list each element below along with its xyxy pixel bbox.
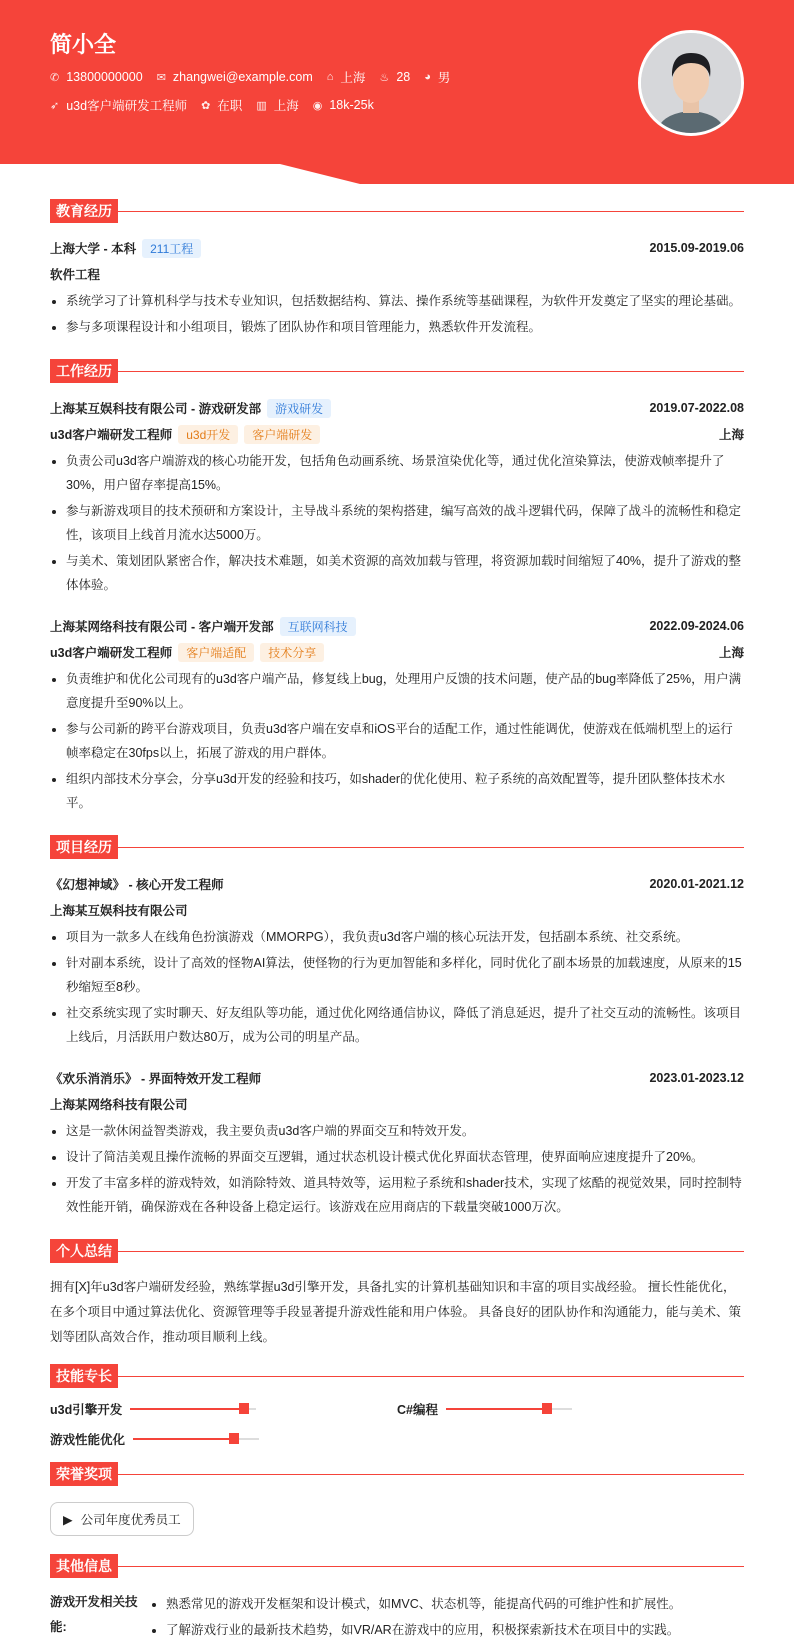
school-tag: 211工程 [142, 239, 201, 258]
status-icon: ✿ [201, 99, 211, 112]
triangle-right-icon: ▶ [63, 1512, 73, 1527]
role: u3d客户端研发工程师 [50, 428, 173, 442]
list-item: 与美术、策划团队紧密合作，解决技术难题，如美术资源的高效加载与管理，将资源加载时间缩短了40%，提升了游戏的整体体验。 [50, 549, 744, 597]
divider [118, 1376, 744, 1377]
role-tag: 客户端适配 [178, 643, 254, 662]
building-icon: ▥ [256, 99, 267, 112]
salary: 18k-25k [329, 98, 374, 112]
company-tag: 互联网科技 [280, 617, 356, 636]
list-item: 系统学习了计算机科学与技术专业知识，包括数据结构、算法、操作系统等基础课程，为软件开发奠定了坚实的理论基础。 [50, 289, 744, 313]
list-item: 设计了简洁美观且操作流畅的界面交互逻辑，通过状态机设计模式优化界面状态管理，使界面响应速度提升了20%。 [50, 1145, 744, 1169]
project-entry [50, 1065, 744, 1219]
job-status: 在职 [217, 99, 243, 113]
divider [118, 1474, 744, 1475]
list-item: 开发了丰富多样的游戏特效，如消除特效、道具特效等，运用粒子系统和shader技术，实现了炫酷的视觉效果，同时控制特效性能开销，确保游戏在各种设备上稳定运行。该游戏在应用商店的下载量突破1000万次。 [50, 1171, 744, 1219]
list-item: 这是一款休闲益智类游戏，我主要负责u3d客户端的界面交互和特效开发。 [50, 1119, 744, 1143]
edu-date: 2015.09-2019.06 [649, 241, 744, 255]
school: 上海大学 - 本科 [50, 242, 137, 256]
divider [118, 211, 744, 212]
project-company: 上海某网络科技有限公司 [50, 1098, 188, 1112]
job-city: 上海 [718, 646, 744, 660]
project-date: 2020.01-2021.12 [649, 877, 744, 891]
section-title-education: 教育经历 [50, 199, 118, 223]
award-name: 公司年度优秀员工 [80, 1513, 181, 1527]
list-item: 参与多项课程设计和小组项目，锻炼了团队协作和项目管理能力，熟悉软件开发流程。 [50, 315, 744, 339]
project-name: 《幻想神域》 - 核心开发工程师 [50, 878, 224, 892]
skill-level-fill [130, 1408, 243, 1410]
skill-level-bar [133, 1438, 259, 1440]
list-item: 组织内部技术分享会，分享u3d开发的经验和技巧，如shader的优化使用、粒子系统的高效配置等，提升团队整体技术水平。 [50, 767, 744, 815]
skill-name: 游戏性能优化 [50, 1433, 126, 1447]
home-icon: ⌂ [326, 71, 334, 83]
cake-icon: ♨ [379, 71, 390, 84]
project-company: 上海某互娱科技有限公司 [50, 904, 188, 918]
summary-text: 拥有[X]年u3d客户端研发经验，熟练掌握u3d引擎开发，具备扎实的计算机基础知识和丰富的项目实战经验。 擅长性能优化，在多个项目中通过算法优化、资源管理等手段显著提升游戏性能和用户体验。 具备良好的团队协作和沟通能力，能与美术、策划等团队高效合作，推动项目顺利上线。 [50, 1280, 741, 1344]
skill-level-knob [542, 1403, 552, 1414]
phone-icon: ✆ [50, 71, 60, 84]
role: u3d客户端研发工程师 [50, 646, 173, 660]
skill-name: u3d引擎开发 [50, 1403, 123, 1417]
avatar [638, 30, 744, 136]
list-item: 了解游戏行业的最新技术趋势，如VR/AR在游戏中的应用，积极探索新技术在项目中的实践。 [150, 1618, 744, 1642]
section-title-other: 其他信息 [50, 1554, 118, 1578]
skill-name: C#编程 [397, 1403, 438, 1417]
skill-level-knob [239, 1403, 249, 1414]
email: zhangwei@example.com [172, 70, 313, 84]
project-name: 《欢乐消消乐》 - 界面特效开发工程师 [50, 1072, 262, 1086]
list-item: 负责维护和优化公司现有的u3d客户端产品，修复线上bug，处理用户反馈的技术问题，使产品的bug率降低了25%，用户满意度提升至90%以上。 [50, 667, 744, 715]
list-item: 针对副本系统，设计了高效的怪物AI算法，使怪物的行为更加智能和多样化，同时优化了副本场景的加载速度，从原来的15秒缩短至8秒。 [50, 951, 744, 999]
role-tag: 技术分享 [260, 643, 324, 662]
job-intent-row [50, 96, 374, 114]
skill-level-fill [446, 1408, 547, 1410]
section-title-awards: 荣誉奖项 [50, 1462, 118, 1486]
gender-icon: ◕ [424, 71, 431, 83]
company-tag: 游戏研发 [267, 399, 331, 418]
list-item: 项目为一款多人在线角色扮演游戏（MMORPG），我负责u3d客户端的核心玩法开发，包括副本系统、社交系统。 [50, 925, 744, 949]
divider [118, 371, 744, 372]
role-tag: u3d开发 [178, 425, 238, 444]
list-item: 社交系统实现了实时聊天、好友组队等功能，通过优化网络通信协议，降低了消息延迟，提升了社交互动的流畅性。该项目上线后，月活跃用户数达80万，成为公司的明星产品。 [50, 1001, 744, 1049]
skill-item [50, 1430, 397, 1448]
section-title-skills: 技能专长 [50, 1364, 118, 1388]
phone: 13800000000 [66, 70, 143, 84]
skill-item [397, 1400, 744, 1418]
skill-level-bar [446, 1408, 572, 1410]
mail-icon: ✉ [156, 71, 166, 84]
skill-level-knob [229, 1433, 239, 1444]
award-item [50, 1502, 194, 1536]
role-tag: 客户端研发 [244, 425, 320, 444]
job-date: 2019.07-2022.08 [649, 401, 744, 415]
other-label: 游戏开发相关技能: [50, 1595, 138, 1634]
contact-row [50, 68, 450, 86]
list-item: 参与新游戏项目的技术预研和方案设计，主导战斗系统的架构搭建，编写高效的战斗逻辑代码，保障了战斗的流畅性和稳定性，该项目上线首月流水达5000万。 [50, 499, 744, 547]
divider [118, 1566, 744, 1567]
section-title-projects: 项目经历 [50, 835, 118, 859]
job-city: 上海 [718, 428, 744, 442]
project-date: 2023.01-2023.12 [649, 1071, 744, 1085]
project-entry [50, 871, 744, 1049]
job-title: u3d客户端研发工程师 [66, 99, 188, 113]
section-title-summary: 个人总结 [50, 1239, 118, 1263]
target-city: 上海 [273, 99, 299, 113]
job-entry [50, 613, 744, 815]
company: 上海某互娱科技有限公司 - 游戏研发部 [50, 402, 262, 416]
money-icon: ◉ [312, 99, 323, 112]
major: 软件工程 [50, 268, 101, 282]
skill-level-fill [133, 1438, 234, 1440]
section-title-work: 工作经历 [50, 359, 118, 383]
gender: 男 [437, 71, 451, 85]
divider [118, 1251, 744, 1252]
list-item: 参与公司新的跨平台游戏项目，负责u3d客户端在安卓和iOS平台的适配工作，通过性能调优，使游戏在低端机型上的运行帧率稳定在30fps以上，拓展了游戏的用户群体。 [50, 717, 744, 765]
location: 上海 [340, 71, 366, 85]
age: 28 [396, 70, 411, 84]
divider [118, 847, 744, 848]
skill-item [50, 1400, 397, 1418]
send-icon: ➶ [50, 99, 60, 112]
company: 上海某网络科技有限公司 - 客户端开发部 [50, 620, 274, 634]
job-entry [50, 395, 744, 597]
job-date: 2022.09-2024.06 [649, 619, 744, 633]
list-item: 负责公司u3d客户端游戏的核心功能开发，包括角色动画系统、场景渲染优化等，通过优化渲染算法，使游戏帧率提升了30%，用户留存率提高15%。 [50, 449, 744, 497]
list-item: 熟悉常见的游戏开发框架和设计模式，如MVC、状态机等，能提高代码的可维护性和扩展性。 [150, 1592, 744, 1616]
skill-level-bar [130, 1408, 256, 1410]
candidate-name: 简小全 [50, 32, 117, 57]
